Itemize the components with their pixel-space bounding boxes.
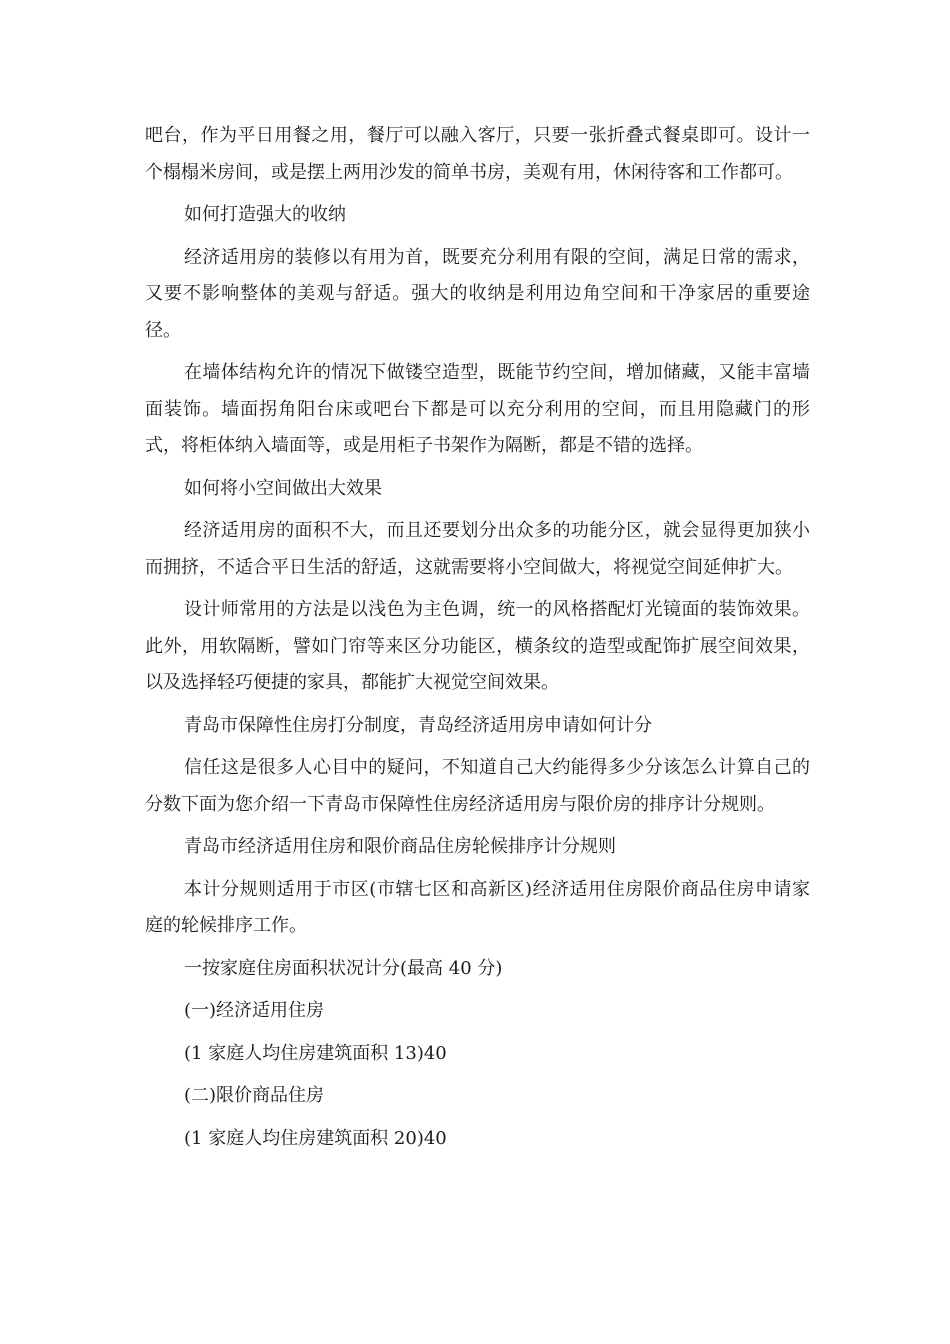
- paragraph-rule-area: 一按家庭住房面积状况计分(最高 40 分): [184, 957, 503, 979]
- paragraph-storage-intro: 经济适用房的装修以有用为首，既要充分利用有限的空间，满足日常的需求，又要不影响整体的美观与舒适。强大的收纳是利用边角空间和干净家居的重要途径。: [145, 246, 810, 341]
- paragraph-rule-price-limited: (二)限价商品住房: [184, 1085, 325, 1106]
- paragraph-small-space-methods: 设计师常用的方法是以浅色为主色调，统一的风格搭配灯光镜面的装饰效果。此外，用软隔断，譬如门帘等来区分功能区，横条纹的造型或配饰扩展空间效果，以及选择轻巧便捷的家具，都能扩大视觉空间效果。: [145, 599, 810, 693]
- paragraph-rule-economic-area: (1 家庭人均住房建筑面积 13)40: [184, 1042, 447, 1064]
- document-body: [145, 118, 810, 1163]
- paragraph-storage-walls: 在墙体结构允许的情况下做镂空造型，既能节约空间，增加储藏，又能丰富墙面装饰。墙面拐角阳台床或吧台下都是可以充分利用的空间，而且用隐藏门的形式，将柜体纳入墙面等，或是用柜子书架作为隔断，都是不错的选择。: [145, 362, 810, 456]
- paragraph-scoring-intro: 信任这是很多人心目中的疑问，不知道自己大约能得多少分该怎么计算自己的分数下面为您介绍一下青岛市保障性住房经济适用房与限价房的排序计分规则。: [145, 757, 810, 815]
- paragraph-rules-scope: 本计分规则适用于市区(市辖七区和高新区)经济适用住房限价商品住房申请家庭的轮候排序工作。: [145, 878, 810, 936]
- paragraph-rule-price-limited-area: (1 家庭人均住房建筑面积 20)40: [184, 1127, 447, 1149]
- heading-storage: 如何打造强大的收纳: [184, 204, 346, 225]
- heading-scoring-rules: 青岛市经济适用住房和限价商品住房轮候排序计分规则: [184, 836, 616, 857]
- heading-qingdao-scoring: 青岛市保障性住房打分制度，青岛经济适用房申请如何计分: [184, 714, 652, 736]
- paragraph-dining-continuation: 吧台，作为平日用餐之用，餐厅可以融入客厅，只要一张折叠式餐桌即可。设计一个榻榻米房间，或是摆上两用沙发的简单书房，美观有用，休闲待客和工作都可。: [145, 125, 810, 183]
- heading-small-space: 如何将小空间做出大效果: [184, 477, 382, 499]
- paragraph-small-space-intro: 经济适用房的面积不大，而且还要划分出众多的功能分区，就会显得更加狭小而拥挤，不适合平日生活的舒适，这就需要将小空间做大，将视觉空间延伸扩大。: [145, 520, 810, 578]
- paragraph-rule-economic-housing: (一)经济适用住房: [184, 1000, 325, 1021]
